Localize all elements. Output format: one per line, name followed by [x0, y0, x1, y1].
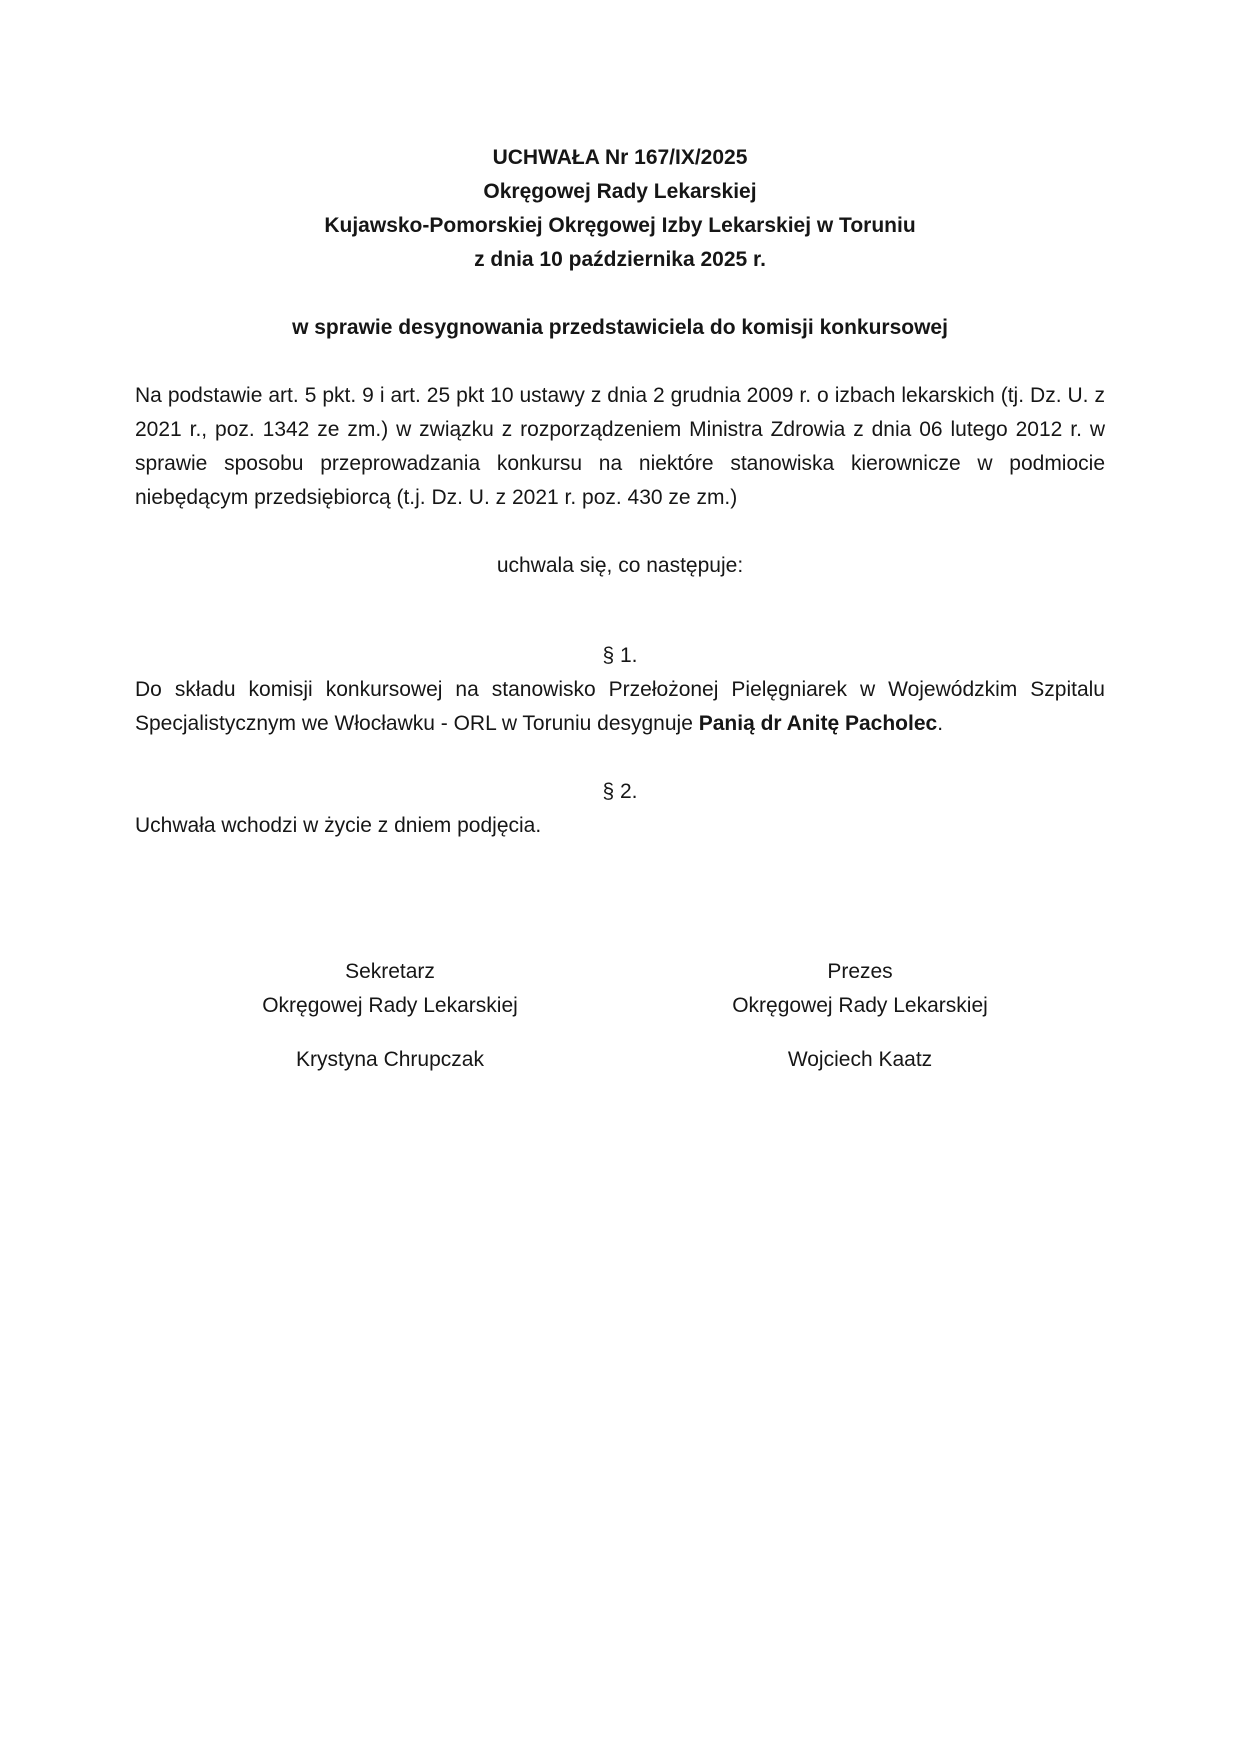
resolution-number: UCHWAŁA Nr 167/IX/2025 — [492, 146, 748, 169]
chamber-name: Kujawsko-Pomorskiej Okręgowej Izby Lekarskiej w Toruniu — [324, 214, 916, 237]
signature-president-role: Prezes — [827, 960, 893, 983]
resolution-subject: w sprawie desygnowania przedstawiciela do komisji konkursowej — [292, 316, 948, 339]
legal-basis-paragraph: Na podstawie art. 5 pkt. 9 i art. 25 pkt 10 ustawy z dnia 2 grudnia 2009 r. o izbach lekarskich (tj. Dz. U. z 2021 r., poz. 1342 ze zm.) w związku z rozporządzeniem Ministra Zdrowia z dnia 06 lutego 2012 r. w sprawie sposobu przeprowadzania konkursu na niektóre stanowiska kierownicze w podmiocie niebędącym przedsiębiorcą (t.j. Dz. U. z 2021 r. poz. 430 ze zm.) — [135, 384, 1105, 509]
resolution-date: z dnia 10 października 2025 r. — [474, 248, 766, 271]
section-1-text-regular: Do składu komisji konkursowej na stanowisko Przełożonej Pielęgniarek w Wojewódzkim Szpitalu Specjalistycznym we Włocławku - ORL w Toruniu desygnuje — [135, 678, 1105, 735]
signature-secretary — [230, 955, 550, 1077]
signature-secretary-role: Sekretarz — [345, 960, 435, 983]
section-1-text — [135, 673, 1105, 741]
enacting-formula: uchwala się, co następuje: — [496, 554, 744, 577]
designated-person-name: Panią dr Anitę Pacholec — [698, 712, 938, 735]
signature-president — [700, 955, 1020, 1077]
section-2-text: Uchwała wchodzi w życie z dniem podjęcia. — [135, 814, 542, 837]
issuing-body: Okręgowej Rady Lekarskiej — [483, 180, 757, 203]
resolution-title-block — [135, 141, 1105, 277]
section-2-heading: § 2. — [602, 780, 638, 803]
signature-secretary-organization: Okręgowej Rady Lekarskiej — [262, 994, 518, 1017]
signature-secretary-name: Krystyna Chrupczak — [296, 1048, 484, 1071]
section-1-heading: § 1. — [602, 644, 638, 667]
signature-president-name: Wojciech Kaatz — [787, 1048, 933, 1071]
signature-president-organization: Okręgowej Rady Lekarskiej — [732, 994, 988, 1017]
section-1-text-period: . — [937, 712, 944, 735]
signature-block — [135, 955, 1105, 1095]
